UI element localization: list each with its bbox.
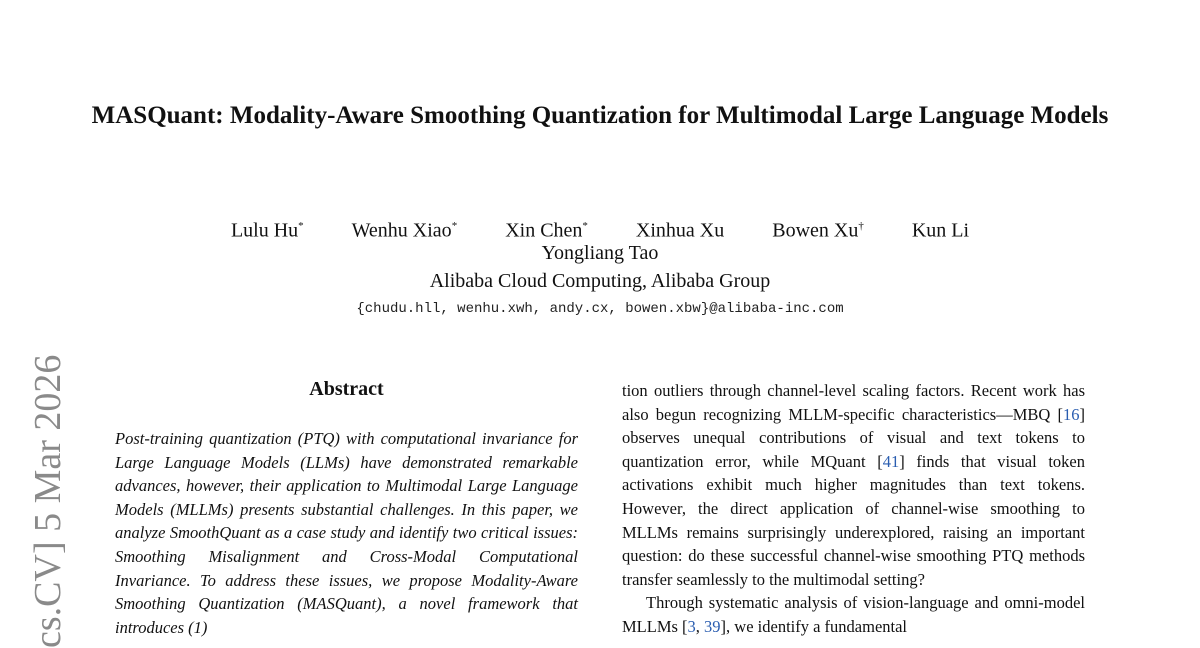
author: Kun Li <box>911 219 970 242</box>
author: Xin Chen* <box>505 219 588 242</box>
citation-link[interactable]: 39 <box>704 616 721 636</box>
citation-link[interactable]: 3 <box>687 616 696 636</box>
arxiv-stamp: cs.CV] 5 Mar 2026 <box>27 354 69 648</box>
body-paragraph: Through systematic analysis of vision-language and omni-model MLLMs [3, 39], we identify a fundamental <box>622 593 1085 636</box>
abstract-heading: Abstract <box>309 378 384 400</box>
body-column-right <box>622 379 1085 639</box>
paper-title: MASQuant: Modality-Aware Smoothing Quantization for Multimodal Large Language Models <box>91 102 1109 129</box>
body-paragraph: tion outliers through channel-level scaling factors. Recent work has also begun recognizing MLLM-specific characteristics—MBQ [16] observes unequal contributions of visual and text tokens to quantization error, while MQuant [41] finds that visual token activations exhibit much higher magnitudes than text tokens. However, the direct application of channel-wise smoothing to MLLMs remains surprisingly underexplored, raising an important question: do these successful channel-wise smoothing PTQ methods transfer seamlessly to the multimodal setting? <box>622 381 1085 589</box>
affiliation: Alibaba Cloud Computing, Alibaba Group <box>429 270 771 292</box>
author: Wenhu Xiao* <box>351 219 458 242</box>
abstract-text: Post-training quantization (PTQ) with computational invariance for Large Language Models (LLMs) have demonstrated remarkable advances, however, their application to Multimodal Large Language Models (MLLMs) presents substantial challenges. In this paper, we analyze SmoothQuant as a case study and identify two critical issues: Smoothing Misalignment and Cross-Modal Computational Invariance. To address these issues, we propose Modality-Aware Smoothing Quantization (MASQuant), a novel framework that introduces (1) <box>115 429 578 637</box>
email: {chudu.hll, wenhu.xwh, andy.cx, bowen.xbw}@alibaba-inc.com <box>356 301 844 317</box>
author-last: Yongliang Tao <box>541 242 659 264</box>
citation-link[interactable]: 41 <box>882 451 900 471</box>
author: Bowen Xu† <box>772 219 864 242</box>
citation-link[interactable]: 16 <box>1063 404 1080 424</box>
author: Xinhua Xu <box>635 219 725 242</box>
author: Lulu Hu* <box>230 219 304 242</box>
